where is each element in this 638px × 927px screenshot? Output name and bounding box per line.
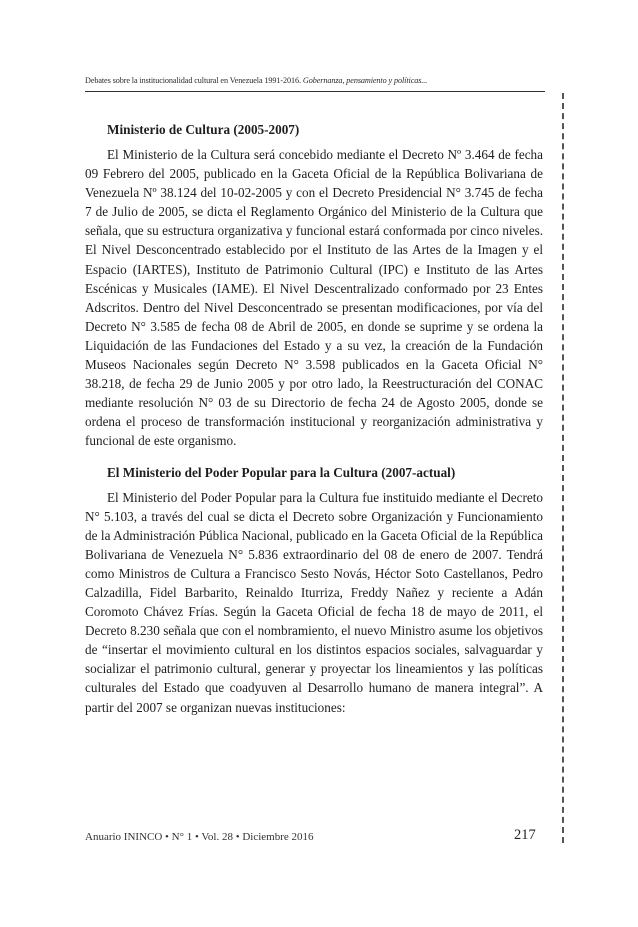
section-title-ministerio-cultura: Ministerio de Cultura (2005-2007) (107, 122, 300, 137)
section-title-ministerio-poder-popular: El Ministerio del Poder Popular para la Cultura (2007-actual) (107, 464, 456, 480)
running-header-subtitle: Gobernanza, pensamiento y políticas... (302, 76, 428, 85)
page-body (85, 120, 543, 717)
header-divider (85, 91, 545, 92)
section-paragraph-ministerio-poder-popular: El Ministerio del Poder Popular para la Cultura fue instituido mediante el Decreto N° 5.103, a través del cual se dicta el Decreto sobre Organización y Funcionamiento de la Administración Pública Nacional, publicado en la Gaceta Oficial de la República Bolivariana de Venezuela N° 5.836 extraordinario del 08 de enero de 2007. Tendrá como Ministros de Cultura a Francisco Sesto Novás, Héctor Soto Castellanos, Pedro Calzadilla, Fidel Barbarito, Reinaldo Iturriza, Freddy Nañez y reciente a Adán Coromoto Chávez Frías. Según la Gaceta Oficial de fecha 18 de mayo de 2011, el Decreto 8.230 señala que con el nombramiento, el nuevo Ministro asume los objetivos de “insertar el movimiento cultural en los distintos espacios sociales, salvaguardar y socializar el patrimonio cultural, generar y proyectar los lineamientos y las políticas culturales del Estado que coadyuven al Desarrollo humano de manera integral”. A partir del 2007 se organizan nuevas instituciones: (85, 489, 543, 715)
section-paragraph-ministerio-cultura: El Ministerio de la Cultura será concebido mediante el Decreto Nº 3.464 de fecha 09 Febrero del 2005, publicado en la Gaceta Oficial de la República Bolivariana de Venezuela Nº 38.124 del 10-02-2005 y con el Decreto Presidencial N° 3.745 de fecha 7 de Julio de 2005, se dicta el Reglamento Orgánico del Ministerio de la Cultura que señala, que su estructura organizativa y funcional estará conformada por cinco niveles. El Nivel Desconcentrado establecido por el Instituto de las Artes de la Imagen y el Espacio (IARTES), Instituto de Patrimonio Cultural (IPC) e Instituto de las Artes Escénicas y Musicales (IAME). El Nivel Descentralizado conformado por 23 Entes Adscritos. Dentro del Nivel Desconcentrado se presentan modificaciones, por vía del Decreto N° 3.585 de fecha 08 de Abril de 2005, en donde se suprime y se ordena la Liquidación de las Fundaciones del Estado y a su vez, la creación de la Fundación Museos Nacionales según Decreto N° 3.598 publicados en la Gaceta Oficial N° 38.218, de fecha 29 de Junio 2005 y por otro lado, la Reestructuración del CONAC mediante resolución N° 03 de su Directorio de fecha 24 de Agosto 2005, donde se ordena el proceso de transformación institucional y reorganización administrativa y funcional de este organismo. (85, 147, 543, 449)
page-number: 217 (514, 827, 536, 843)
footer-journal-info: Anuario ININCO • N° 1 • Vol. 28 • Diciembre 2016 (85, 831, 314, 843)
running-header (85, 76, 543, 85)
running-header-main: Debates sobre la institucionalidad cultural en Venezuela 1991-2016. (85, 76, 303, 85)
page-edge-dotted-line (562, 93, 564, 843)
